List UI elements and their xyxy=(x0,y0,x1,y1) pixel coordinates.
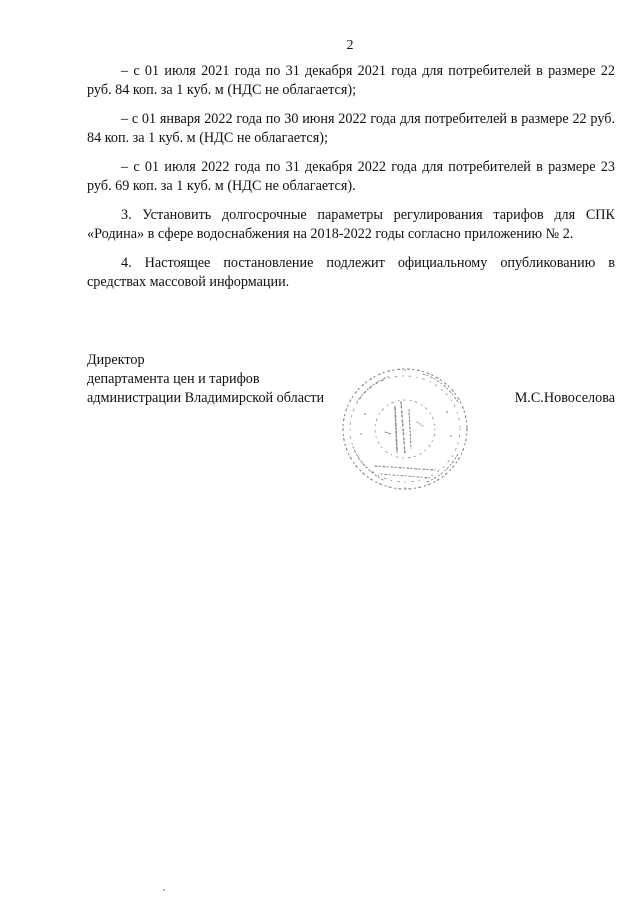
tariff-period-item: – с 01 января 2022 года по 30 июня 2022 года для потребителей в размере 22 руб. 84 коп. за 1 куб. м (НДС не облагается); xyxy=(87,111,615,146)
signatory-department: департамента цен и тарифов xyxy=(87,371,260,387)
tariff-period-item: – с 01 июля 2021 года по 31 декабря 2021 года для потребителей в размере 22 руб. 84 коп. за 1 куб. м (НДС не облагается); xyxy=(87,63,615,98)
tariff-period-item: – с 01 июля 2022 года по 31 декабря 2022 года для потребителей в размере 23 руб. 69 коп. за 1 куб. м (НДС не облагается). xyxy=(87,159,615,194)
signatory-administration: администрации Владимирской области xyxy=(87,390,325,406)
scan-artifact xyxy=(163,889,165,891)
document-body xyxy=(87,62,615,302)
clause-3-paragraph: 3. Установить долгосрочные параметры регулирования тарифов для СПК «Родина» в сфере водоснабжения на 2018-2022 годы согласно приложению № 2. xyxy=(87,207,615,242)
official-seal-stamp xyxy=(335,362,475,496)
clause-4-paragraph: 4. Настоящее постановление подлежит официальному опубликованию в средствах массовой информации. xyxy=(87,255,615,290)
seal-icon xyxy=(335,362,475,496)
page-number: 2 xyxy=(346,38,354,53)
signatory-name: М.С.Новоселова xyxy=(514,390,615,406)
signatory-title: Директор xyxy=(87,352,145,368)
